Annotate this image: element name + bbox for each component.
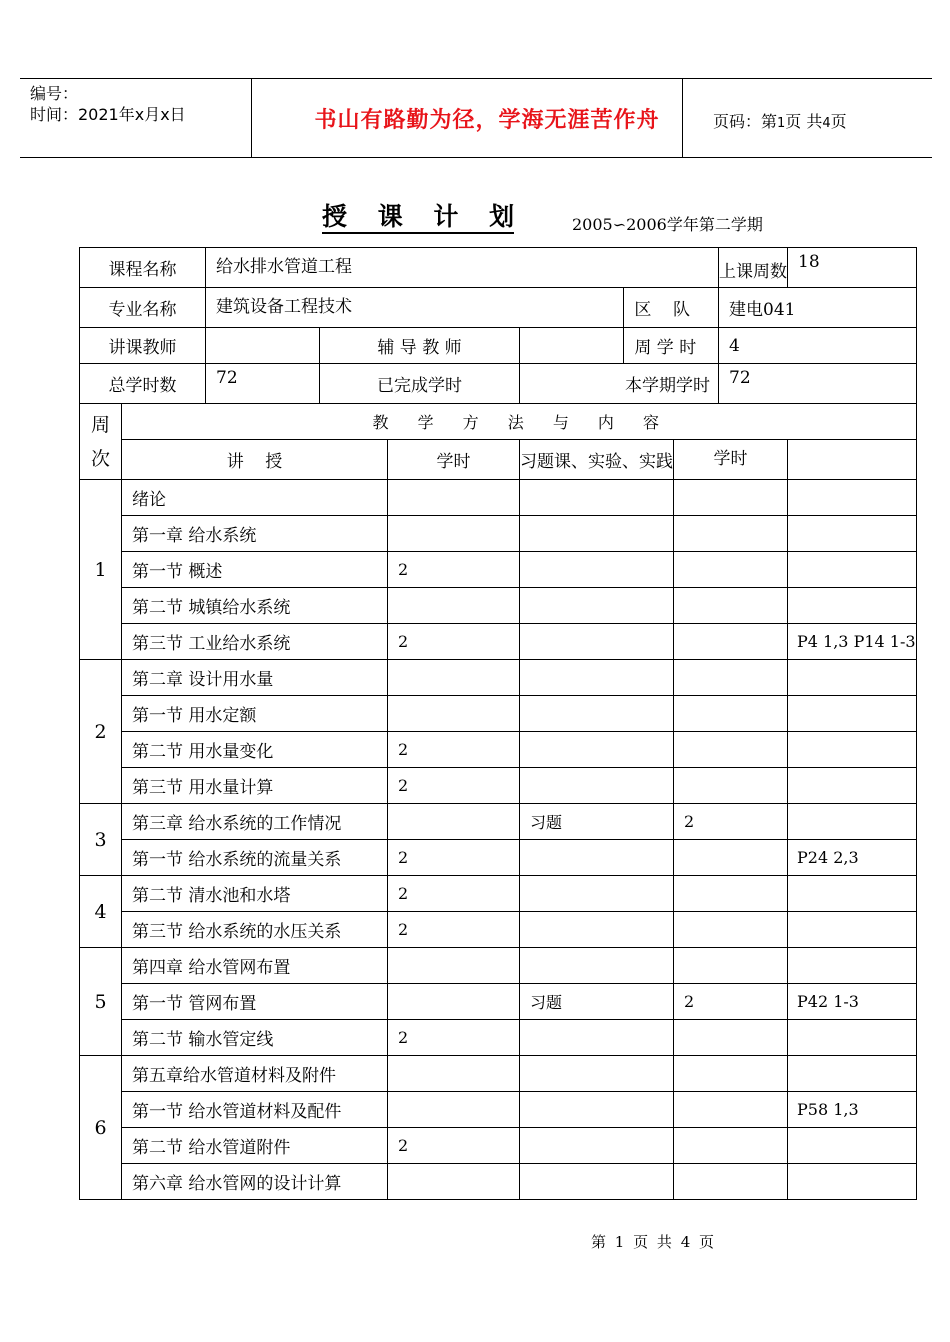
- week-number: 6: [80, 1056, 122, 1200]
- lecture-hours: [388, 696, 520, 732]
- lecture-hours: 2: [388, 624, 520, 660]
- practice-topic: [520, 1056, 674, 1092]
- practice-hours: [674, 1056, 788, 1092]
- homework-reference: [788, 480, 917, 516]
- column-header-row: [80, 404, 917, 440]
- homework-reference: [788, 1056, 917, 1092]
- practice-hours: [674, 516, 788, 552]
- table-row: [80, 696, 917, 732]
- practice-hours: [674, 876, 788, 912]
- practice-topic: [520, 948, 674, 984]
- practice-topic: [520, 552, 674, 588]
- lecture-hours-header: 学时: [388, 440, 520, 480]
- lecture-hours: [388, 516, 520, 552]
- weekly-hours-value: 4: [719, 328, 917, 364]
- table-row: [80, 516, 917, 552]
- practice-hours: [674, 480, 788, 516]
- lecture-topic: 第三章 给水系统的工作情况: [122, 804, 388, 840]
- teacher-value: [206, 328, 320, 364]
- week-rows: [80, 480, 917, 1200]
- lecture-hours: 2: [388, 1020, 520, 1056]
- week-number: 2: [80, 660, 122, 804]
- homework-reference: P58 1,3: [788, 1092, 917, 1128]
- lecture-topic: 第一节 概述: [122, 552, 388, 588]
- lecture-topic: 第五章给水管道材料及附件: [122, 1056, 388, 1092]
- lecture-hours: 2: [388, 768, 520, 804]
- homework-reference: [788, 588, 917, 624]
- lecture-column-header: 讲 授: [122, 440, 388, 480]
- major-label: 专业名称: [80, 288, 206, 328]
- practice-topic: [520, 480, 674, 516]
- document-title: 授 课 计 划: [322, 202, 514, 234]
- course-name-label: 课程名称: [80, 248, 206, 288]
- footer-suffix: 页: [699, 1233, 715, 1251]
- lecture-topic: 第三节 用水量计算: [122, 768, 388, 804]
- lecture-topic: 绪论: [122, 480, 388, 516]
- homework-reference: P42 1-3: [788, 984, 917, 1020]
- lecture-topic: 第一节 给水系统的流量关系: [122, 840, 388, 876]
- table-row: [80, 984, 917, 1020]
- semester-hours-label: 本学期学时: [520, 364, 719, 404]
- week-column-header: [80, 404, 122, 480]
- assistant-value: [520, 328, 624, 364]
- footer-mid: 页 共: [633, 1233, 672, 1251]
- week-column-label: 周次: [90, 413, 110, 470]
- info-row: [80, 248, 917, 288]
- lecture-topic: 第六章 给水管网的设计计算: [122, 1164, 388, 1200]
- practice-hours: [674, 588, 788, 624]
- page-current: 1: [777, 116, 786, 131]
- practice-hours: [674, 1128, 788, 1164]
- table-row: [80, 588, 917, 624]
- practice-topic: [520, 588, 674, 624]
- total-hours-value: 72: [206, 364, 320, 404]
- info-row: [80, 364, 917, 404]
- table-row: [80, 948, 917, 984]
- homework-reference: [788, 1020, 917, 1056]
- team-label: 区 队: [624, 288, 719, 328]
- week-number: 4: [80, 876, 122, 948]
- lecture-topic: 第二章 设计用水量: [122, 660, 388, 696]
- lecture-hours: 2: [388, 732, 520, 768]
- practice-hours: [674, 732, 788, 768]
- page-mid: 页 共: [785, 112, 823, 131]
- practice-hours: [674, 1092, 788, 1128]
- info-row: [80, 328, 917, 364]
- term-label: 2005∽2006学年第二学期: [572, 215, 763, 234]
- lecture-topic: 第一章 给水系统: [122, 516, 388, 552]
- table-row: [80, 768, 917, 804]
- lecture-hours: [388, 1164, 520, 1200]
- total-hours-label: 总学时数: [80, 364, 206, 404]
- practice-hours: [674, 948, 788, 984]
- table-row: [80, 660, 917, 696]
- practice-topic: 习题: [520, 804, 674, 840]
- homework-reference: [788, 912, 917, 948]
- practice-topic: [520, 912, 674, 948]
- lecture-topic: 第四章 给水管网布置: [122, 948, 388, 984]
- header-divider: [251, 79, 252, 157]
- practice-hours: [674, 1164, 788, 1200]
- practice-topic: [520, 624, 674, 660]
- practice-topic: 习题: [520, 984, 674, 1020]
- lecture-topic: 第三节 工业给水系统: [122, 624, 388, 660]
- weeks-label: 上课周数: [719, 248, 788, 288]
- lecture-hours: [388, 804, 520, 840]
- practice-hours: [674, 768, 788, 804]
- practice-topic: [520, 696, 674, 732]
- lecture-hours: 2: [388, 840, 520, 876]
- week-number: 3: [80, 804, 122, 876]
- major-value: 建筑设备工程技术: [206, 288, 624, 328]
- table-row: [80, 1056, 917, 1092]
- lecture-topic: 第一节 给水管道材料及配件: [122, 1092, 388, 1128]
- homework-reference: [788, 660, 917, 696]
- page-total: 4: [822, 116, 831, 131]
- lecture-topic: 第二节 用水量变化: [122, 732, 388, 768]
- lecture-topic: 第二节 清水池和水塔: [122, 876, 388, 912]
- assistant-label: 辅 导 教 师: [320, 328, 520, 364]
- week-number: 1: [80, 480, 122, 660]
- practice-hours: [674, 696, 788, 732]
- header-meta: [30, 83, 186, 125]
- weeks-value: 18: [788, 248, 917, 288]
- table-row: [80, 1164, 917, 1200]
- footer-current: 1: [614, 1233, 625, 1251]
- sub-header-row: [80, 440, 917, 480]
- lecture-hours: [388, 480, 520, 516]
- weekly-hours-label: 周 学 时: [624, 328, 719, 364]
- homework-reference: [788, 1164, 917, 1200]
- lecture-topic: 第一节 用水定额: [122, 696, 388, 732]
- practice-hours: [674, 840, 788, 876]
- table-row: [80, 624, 917, 660]
- homework-reference: [788, 768, 917, 804]
- practice-hours-header: 学时: [674, 440, 788, 480]
- time-label: 时间：2021年x月x日: [30, 105, 186, 124]
- homework-reference: P4 1,3 P14 1-3: [788, 624, 917, 660]
- table-row: [80, 912, 917, 948]
- practice-hours: [674, 624, 788, 660]
- lecture-topic: 第二节 给水管道附件: [122, 1128, 388, 1164]
- footer-prefix: 第: [591, 1233, 607, 1251]
- lecture-hours: [388, 1092, 520, 1128]
- homework-reference: [788, 696, 917, 732]
- practice-topic: [520, 1092, 674, 1128]
- table-row: [80, 480, 917, 516]
- homework-reference: [788, 732, 917, 768]
- practice-topic: [520, 876, 674, 912]
- lecture-hours: 2: [388, 1128, 520, 1164]
- practice-topic: [520, 732, 674, 768]
- practice-topic: [520, 516, 674, 552]
- teacher-label: 讲课教师: [80, 328, 206, 364]
- table-row: [80, 1020, 917, 1056]
- homework-reference: [788, 804, 917, 840]
- lecture-hours: [388, 948, 520, 984]
- lecture-hours: [388, 588, 520, 624]
- table-row: [80, 804, 917, 840]
- practice-topic: [520, 1020, 674, 1056]
- week-number: 5: [80, 948, 122, 1056]
- semester-hours-value: 72: [719, 364, 917, 404]
- table-row: [80, 1128, 917, 1164]
- practice-topic: [520, 1128, 674, 1164]
- practice-hours: 2: [674, 804, 788, 840]
- page-header: [20, 78, 932, 158]
- homework-reference: [788, 876, 917, 912]
- practice-hours: [674, 1020, 788, 1056]
- lecture-topic: 第三节 给水系统的水压关系: [122, 912, 388, 948]
- serial-label: 编号：: [30, 84, 79, 103]
- lecture-hours: [388, 1056, 520, 1092]
- lecture-hours: [388, 660, 520, 696]
- homework-reference: P24 2,3: [788, 840, 917, 876]
- homework-reference: [788, 516, 917, 552]
- lecture-topic: 第二节 城镇给水系统: [122, 588, 388, 624]
- homework-reference: [788, 1128, 917, 1164]
- info-row: [80, 288, 917, 328]
- page-prefix: 页码：第: [713, 112, 778, 131]
- practice-hours: 2: [674, 984, 788, 1020]
- practice-hours: [674, 660, 788, 696]
- practice-topic: [520, 768, 674, 804]
- table-row: [80, 876, 917, 912]
- homework-reference: [788, 948, 917, 984]
- page-suffix: 页: [830, 112, 847, 131]
- lecture-topic: 第一节 管网布置: [122, 984, 388, 1020]
- practice-topic: [520, 1164, 674, 1200]
- header-page-number: [713, 109, 847, 132]
- lecture-hours: 2: [388, 876, 520, 912]
- header-motto: 书山有路勤为径，学海无涯苦作舟: [314, 108, 660, 133]
- team-value: 建电041: [719, 288, 917, 328]
- header-divider: [682, 79, 683, 157]
- table-row: [80, 732, 917, 768]
- footer-total: 4: [680, 1233, 691, 1251]
- lecture-hours: [388, 984, 520, 1020]
- reference-column-header: [788, 440, 917, 480]
- table-row: [80, 552, 917, 588]
- table-row: [80, 840, 917, 876]
- practice-hours: [674, 912, 788, 948]
- practice-hours: [674, 552, 788, 588]
- table-row: [80, 1092, 917, 1128]
- practice-topic: [520, 660, 674, 696]
- lecture-hours: 2: [388, 912, 520, 948]
- lecture-hours: 2: [388, 552, 520, 588]
- practice-topic: [520, 840, 674, 876]
- page-footer: [591, 1231, 714, 1252]
- practice-column-header: 习题课、实验、实践: [520, 440, 674, 480]
- teaching-plan-table: [79, 247, 917, 1200]
- homework-reference: [788, 552, 917, 588]
- completed-hours-label: 已完成学时: [320, 364, 520, 404]
- content-column-header: 教 学 方 法 与 内 容: [122, 404, 917, 440]
- lecture-topic: 第二节 输水管定线: [122, 1020, 388, 1056]
- course-name-value: 给水排水管道工程: [206, 248, 719, 288]
